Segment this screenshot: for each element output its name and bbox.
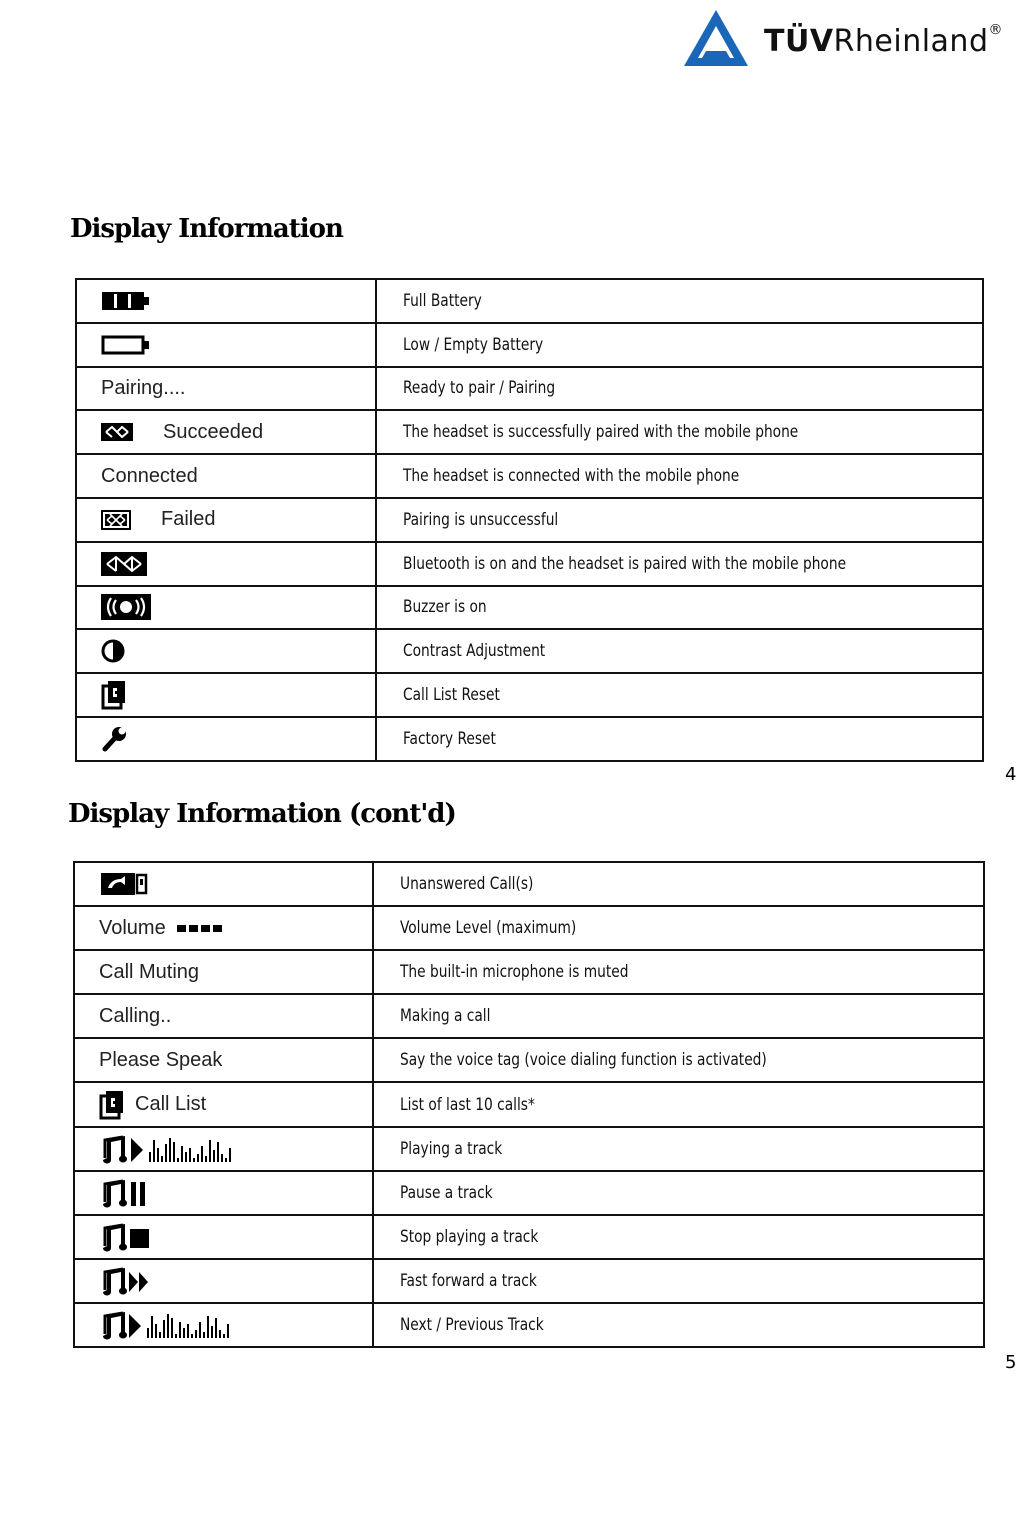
logo-text: TÜVRheinland® bbox=[764, 22, 1003, 59]
table-row bbox=[76, 498, 983, 542]
row-label: Please Speak bbox=[99, 1048, 223, 1071]
table-row bbox=[76, 586, 983, 630]
row-description: Pairing is unsuccessful bbox=[403, 509, 559, 530]
call-list-icon bbox=[101, 680, 127, 710]
table-row bbox=[74, 906, 984, 950]
triangle-logo-icon bbox=[682, 8, 750, 68]
table-row bbox=[74, 950, 984, 994]
wrench-icon bbox=[101, 726, 129, 752]
row-label: Connected bbox=[101, 464, 198, 487]
row-description: Stop playing a track bbox=[400, 1226, 539, 1247]
unanswered-call-icon bbox=[99, 871, 149, 897]
section-title: Display Information (cont'd) bbox=[68, 799, 456, 829]
table-row bbox=[76, 279, 983, 323]
table-row bbox=[76, 542, 983, 586]
row-description: Low / Empty Battery bbox=[403, 334, 544, 355]
table-row bbox=[74, 862, 984, 906]
row-description: List of last 10 calls* bbox=[400, 1094, 535, 1115]
contrast-icon bbox=[101, 639, 125, 663]
row-description: Call List Reset bbox=[403, 685, 500, 706]
row-label: Volume bbox=[99, 916, 166, 939]
full-battery-icon bbox=[101, 291, 149, 311]
music-fast-forward-icon bbox=[99, 1266, 159, 1296]
music-play-equalizer-icon bbox=[99, 1310, 269, 1340]
row-description: Full Battery bbox=[403, 290, 482, 311]
row-label: Failed bbox=[161, 508, 216, 531]
bluetooth-paired-icon bbox=[101, 552, 147, 576]
row-label: Succeeded bbox=[163, 420, 264, 443]
row-label: Call Muting bbox=[99, 960, 200, 983]
table-row bbox=[74, 1038, 984, 1082]
table-row bbox=[76, 454, 983, 498]
table-row bbox=[74, 994, 984, 1038]
row-description: Say the voice tag (voice dialing function is activated) bbox=[400, 1050, 767, 1071]
table-row bbox=[74, 1082, 984, 1126]
music-play-equalizer-icon bbox=[99, 1134, 269, 1164]
buzzer-icon bbox=[101, 594, 151, 620]
row-description: Fast forward a track bbox=[400, 1270, 537, 1291]
row-description: Making a call bbox=[400, 1006, 491, 1027]
row-description: Ready to pair / Pairing bbox=[403, 378, 556, 399]
row-label: Call List bbox=[135, 1093, 207, 1116]
music-pause-icon bbox=[99, 1178, 159, 1208]
row-description: Contrast Adjustment bbox=[403, 641, 546, 662]
table-row bbox=[76, 673, 983, 717]
row-description: The headset is connected with the mobile phone bbox=[403, 466, 740, 487]
row-description: Bluetooth is on and the headset is paired with the mobile phone bbox=[403, 553, 847, 574]
music-stop-icon bbox=[99, 1222, 159, 1252]
volume-dots-icon bbox=[176, 923, 224, 933]
table-row bbox=[74, 1215, 984, 1259]
tuv-rheinland-logo bbox=[682, 8, 1012, 70]
row-description: Volume Level (maximum) bbox=[400, 918, 577, 939]
paired-icon bbox=[101, 423, 133, 441]
table-row bbox=[74, 1303, 984, 1347]
table-row bbox=[76, 410, 983, 454]
row-label: Pairing.... bbox=[101, 376, 186, 399]
row-description: The headset is successfully paired with the mobile phone bbox=[403, 422, 799, 443]
call-list-icon bbox=[99, 1090, 125, 1120]
empty-battery-icon bbox=[101, 335, 149, 355]
section-title: Display Information bbox=[70, 214, 343, 244]
page-number: 5 bbox=[1005, 1352, 1017, 1373]
table-row bbox=[76, 323, 983, 367]
display-info-table bbox=[75, 278, 984, 762]
page-number: 4 bbox=[1005, 764, 1017, 785]
pairing-failed-icon bbox=[101, 510, 131, 530]
table-row bbox=[76, 367, 983, 411]
table-row bbox=[76, 629, 983, 673]
display-info-table bbox=[73, 861, 985, 1348]
row-description: Pause a track bbox=[400, 1182, 493, 1203]
table-row bbox=[74, 1259, 984, 1303]
table-row bbox=[74, 1171, 984, 1215]
table-row bbox=[74, 1127, 984, 1171]
row-description: Next / Previous Track bbox=[400, 1314, 544, 1335]
row-label: Calling.. bbox=[99, 1004, 172, 1027]
row-description: Buzzer is on bbox=[403, 597, 487, 618]
row-description: Playing a track bbox=[400, 1138, 503, 1159]
row-description: Factory Reset bbox=[403, 728, 496, 749]
row-description: Unanswered Call(s) bbox=[400, 874, 534, 895]
row-description: The built-in microphone is muted bbox=[400, 962, 629, 983]
table-row bbox=[76, 717, 983, 761]
